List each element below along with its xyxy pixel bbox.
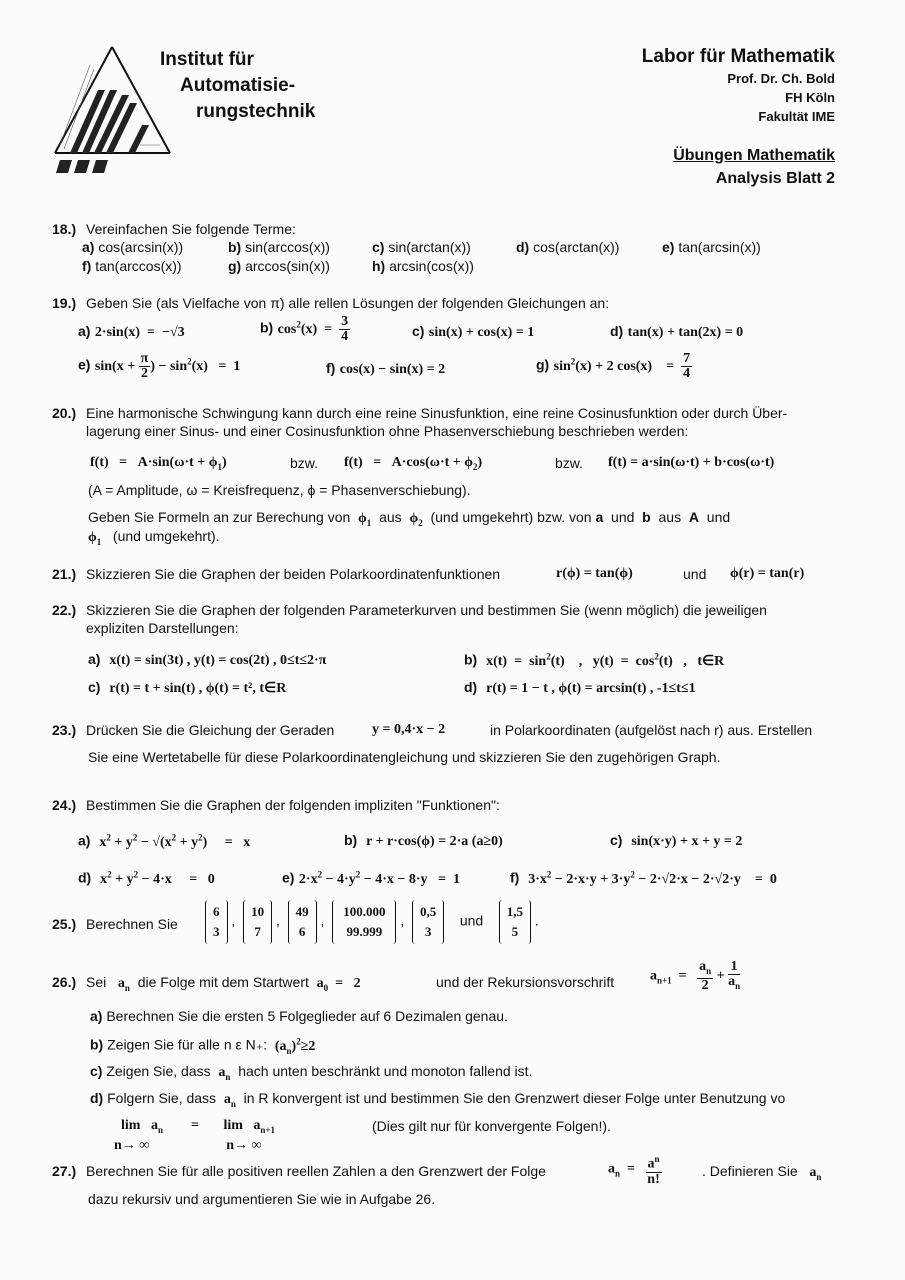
- connector-text: und: [459, 912, 484, 929]
- symbol: $\phi_2$: [409, 511, 423, 528]
- binomial-coefficient: 10 7: [243, 900, 272, 944]
- item-label: d): [516, 239, 530, 255]
- legend-text: (A = Amplitude, ω = Kreisfrequenz, ϕ = Phasenverschiebung).: [88, 482, 471, 498]
- item-label: a): [78, 832, 91, 849]
- professor-name: Prof. Dr. Ch. Bold: [727, 71, 835, 86]
- item-term: tan(arccos(x)): [95, 258, 182, 274]
- problem-text: Sei: [86, 974, 107, 990]
- problem-number: 26.): [52, 974, 77, 990]
- item-label: d): [464, 679, 478, 695]
- problem-number: 20.): [52, 405, 77, 421]
- problem-text: Skizzieren Sie die Graphen der folgenden Parameterkurven und bestimmen Sie (wenn möglich) die jeweiligen: [86, 602, 767, 618]
- problem-text: in Polarkoordinaten (aufgelöst nach r) aus. Erstellen: [490, 722, 813, 738]
- item-text: in R konvergent ist und bestimmen Sie den Grenzwert dieser Folge unter Benutzung vo: [243, 1090, 786, 1106]
- equation: sin(x + $\frac{\pi}{2}$ ) − $\sin^2(x) = 1$: [94, 351, 241, 381]
- problem-text: (und umgekehrt) bzw. von: [430, 509, 592, 525]
- equation: y = 0,4·x − 2: [372, 722, 446, 737]
- binomial-coefficient: 1,5 5: [499, 900, 531, 944]
- binomial-coefficient: 6 3: [205, 900, 228, 944]
- equation: sin(x·y) + x + y = 2: [631, 834, 743, 849]
- item-label: d): [610, 323, 624, 339]
- item-label: c): [412, 323, 425, 339]
- item-label: e): [662, 239, 675, 255]
- lab-title: Labor für Mathematik: [641, 46, 835, 67]
- item-term: tan(arcsin(x)): [678, 239, 761, 255]
- problem-number: 27.): [52, 1163, 77, 1179]
- problem-text: und der Rekursionsvorschrift: [436, 974, 615, 990]
- equation: r(t) = 1 − t , ϕ(t) = arcsin(t) , -1≤t≤1: [486, 681, 696, 696]
- equation: $a_{n+1}$ = $\frac{a_n}{2}$ + $\frac{1}{a_n}$: [650, 959, 741, 993]
- equation: $f(t) = A\cdot\cos(\omega\cdot t + \phi_2)$: [344, 455, 483, 472]
- equation: tan(x) + tan(2x) = 0: [627, 325, 744, 340]
- item-label: c): [610, 832, 623, 848]
- binomial-coefficient: 49 6: [288, 900, 317, 944]
- connector-text: aus: [658, 509, 682, 525]
- problem-number: 23.): [52, 722, 77, 738]
- connector-text: und: [611, 509, 635, 525]
- problem-text: Bestimmen Sie die Graphen der folgenden impliziten "Funktionen":: [86, 797, 500, 813]
- item-label: a): [78, 323, 91, 339]
- item-label: e): [282, 869, 295, 886]
- equation: $3\cdot x^2 - 2\cdot x\cdot y + 3\cdot y^2 - 2\cdot√2\cdot x - 2\cdot√2\cdot y$ = 0: [528, 869, 777, 887]
- item-term: sin(arctan(x)): [388, 239, 471, 255]
- item-text: hach unten beschränkt und monoton fallend ist.: [238, 1063, 533, 1079]
- problem-number: 25.): [52, 916, 77, 932]
- problem-text: dazu rekursiv und argumentieren Sie wie in Aufgabe 26.: [88, 1191, 436, 1207]
- equation: r(t) = t + sin(t) , ϕ(t) = t², t∈R: [109, 681, 287, 696]
- equation: cos(x) − sin(x) = 2: [339, 362, 446, 377]
- equation: $2\cdot x^2 - 4\cdot y^2 - 4\cdot x - 8\cdot y = 1$: [298, 869, 461, 887]
- item-label: b): [464, 651, 478, 668]
- problem-text: . Definieren Sie: [702, 1163, 798, 1179]
- item-label: c): [372, 239, 385, 255]
- equation: $x^2 + y^2 - √(x^2 + y^2)$ = x: [99, 832, 251, 850]
- problem-text: Geben Sie (als Vielfache von π) alle rellen Lösungen der folgenden Gleichungen an:: [86, 295, 610, 311]
- item-term: arcsin(cos(x)): [389, 258, 474, 274]
- problem-text: Vereinfachen Sie folgende Terme:: [86, 221, 296, 237]
- institute-name-line3: rungstechnik: [196, 101, 316, 122]
- item-term: cos(arcsin(x)): [98, 239, 184, 255]
- problem-number: 24.): [52, 797, 77, 813]
- equation: $x(t) = \sin^2(t)$ , $y(t) = \cos^2(t)$ , t∈R: [486, 651, 725, 669]
- item-label: a): [88, 651, 101, 667]
- problem-text: Skizzieren Sie die Graphen der beiden Polarkoordinatenfunktionen: [86, 566, 501, 582]
- connector-text: bzw.: [555, 455, 584, 471]
- problem-text: die Folge mit dem Startwert: [137, 974, 309, 990]
- problem-text: Sie eine Wertetabelle für diese Polarkoordinatengleichung und skizzieren Sie den zugehörigen Graph.: [88, 749, 721, 765]
- problem-text: Berechnen Sie: [86, 916, 178, 932]
- item-text: Folgern Sie, dass: [107, 1090, 217, 1106]
- item-term: sin(arccos(x)): [245, 239, 330, 255]
- institute-name-line1: Institut für: [160, 49, 254, 70]
- equation: $f(t) = A\cdot\sin(\omega\cdot t + \phi_1)$: [90, 455, 227, 472]
- sheet-title: Übungen Mathematik: [673, 147, 835, 164]
- school-name: FH Köln: [785, 90, 835, 105]
- item-label: c): [90, 1063, 103, 1079]
- problem-text: Berechnen Sie für alle positiven reellen Zahlen a den Grenzwert der Folge: [86, 1163, 546, 1179]
- problem-number: 22.): [52, 602, 77, 618]
- problem-text: Geben Sie Formeln an zur Berechung von: [88, 509, 351, 525]
- institute-logo: [50, 45, 175, 180]
- item-label: f): [510, 869, 520, 886]
- item-label: d): [90, 1090, 104, 1106]
- problem-text: expliziten Darstellungen:: [86, 620, 239, 636]
- item-label: b): [260, 319, 274, 336]
- problem-text: lagerung einer Sinus- und einer Cosinusfunktion ohne Phasenverschiebung beschrieben werden:: [86, 423, 689, 439]
- problem-text: Drücken Sie die Gleichung der Geraden: [86, 722, 335, 738]
- equation: $\lim a_n$ = $\lim a_{n+1}$ n→ ∞ n→ ∞: [114, 1118, 276, 1153]
- equation: r + r·cos(ϕ) = 2·a (a≥0): [366, 834, 503, 849]
- item-label: g): [536, 356, 550, 373]
- equation: 2·sin(x) = −√3: [94, 325, 185, 340]
- problem-text: (und umgekehrt).: [112, 528, 220, 544]
- symbol: $\phi_1$: [88, 530, 102, 547]
- item-text: Berechnen Sie die ersten 5 Folgeglieder auf 6 Dezimalen genau.: [106, 1008, 508, 1024]
- equation: ϕ(r) = tan(r): [730, 566, 805, 581]
- equation: sin(x) + cos(x) = 1: [428, 325, 535, 340]
- item-label: a): [82, 239, 95, 255]
- equation: $\sin^2(x) + 2$ cos(x) = $\frac{7}{4}$: [553, 351, 691, 381]
- faculty-name: Fakultät IME: [758, 109, 835, 124]
- equation: $a_n$ = $\frac{a^n}{n!}$: [608, 1154, 660, 1187]
- item-term: arccos(sin(x)): [245, 258, 330, 274]
- problem-number: 18.): [52, 221, 77, 237]
- note-text: (Dies gilt nur für konvergente Folgen!).: [372, 1118, 611, 1134]
- connector-text: aus: [379, 509, 402, 525]
- item-label: b): [90, 1036, 104, 1053]
- item-label: f): [326, 360, 336, 376]
- item-text: Zeigen Sie, dass: [106, 1063, 211, 1079]
- item-text: Zeigen Sie für alle n ε N₊:: [107, 1036, 268, 1053]
- binomial-coefficient: 100.000 99.999: [332, 900, 396, 944]
- item-label: b): [228, 239, 242, 255]
- problem-number: 19.): [52, 295, 77, 311]
- connector-text: und: [683, 566, 707, 582]
- equation: $x^2 + y^2 - 4\cdot x$ = 0: [100, 869, 215, 887]
- equation: $\cos^2(x)$ = $\frac{3}{4}$: [277, 314, 349, 344]
- item-label: d): [78, 869, 92, 886]
- institute-name-line2: Automatisie-: [180, 75, 296, 96]
- connector-text: bzw.: [290, 455, 319, 471]
- item-label: c): [88, 679, 101, 695]
- problem-text: Eine harmonische Schwingung kann durch eine reine Sinusfunktion, eine reine Cosinusfunktion oder durch Über-: [86, 405, 788, 421]
- equation: r(ϕ) = tan(ϕ): [556, 566, 633, 581]
- item-label: e): [78, 356, 91, 373]
- item-term: cos(arctan(x)): [533, 239, 620, 255]
- item-label: h): [372, 258, 386, 274]
- equation: f(t) = a·sin(ω·t) + b·cos(ω·t): [608, 455, 775, 470]
- item-label: a): [90, 1008, 103, 1024]
- connector-text: und: [706, 509, 731, 525]
- equation: x(t) = sin(3t) , y(t) = cos(2t) , 0≤t≤2·π: [109, 653, 327, 668]
- sheet-subtitle: Analysis Blatt 2: [715, 170, 835, 187]
- item-label: f): [82, 258, 92, 274]
- symbol: $\phi_1$: [358, 511, 372, 528]
- item-label: g): [228, 258, 242, 274]
- binomial-coefficient: 0,5 3: [412, 900, 444, 944]
- problem-number: 21.): [52, 566, 77, 582]
- item-label: b): [344, 832, 358, 848]
